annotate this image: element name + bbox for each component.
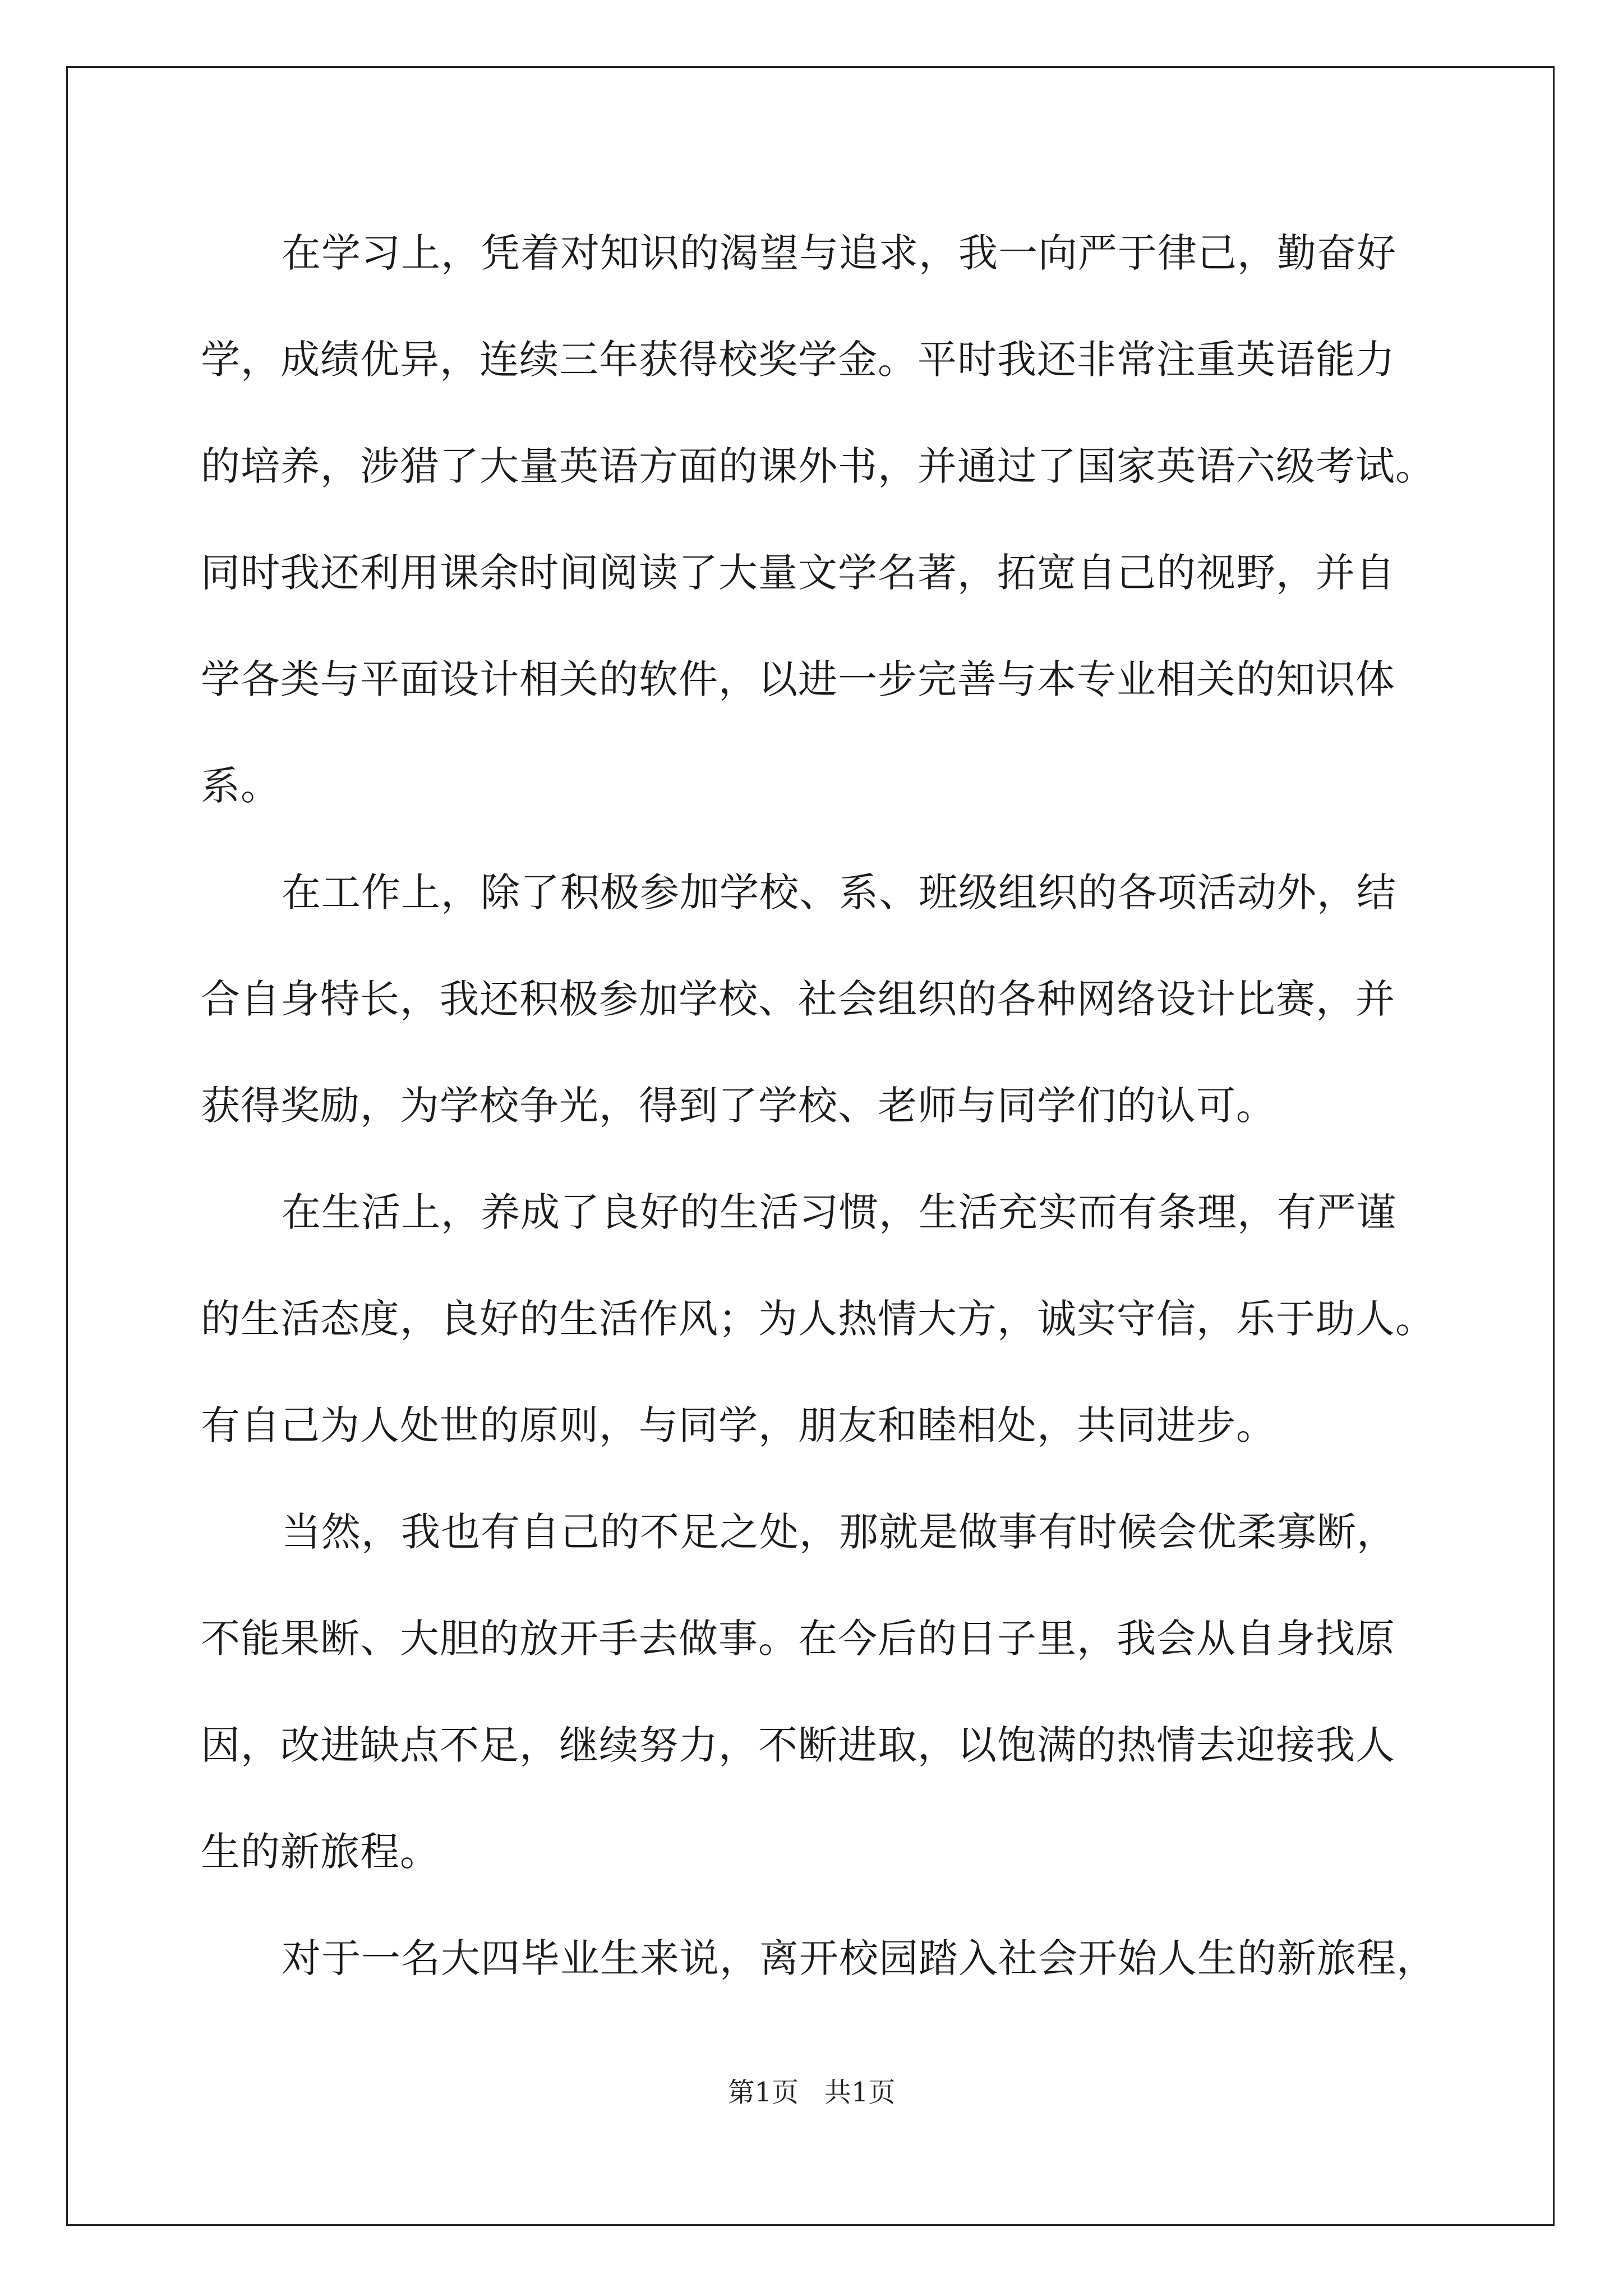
text-line: 有自己为人处世的原则，与同学，朋友和睦相处，共同进步。 — [201, 1402, 1276, 1448]
paragraph-study — [201, 200, 1440, 839]
paragraph-shortcomings — [201, 1479, 1440, 1905]
text-line: 因，改进缺点不足，继续努力，不断进取，以饱满的热情去迎接我人 — [201, 1722, 1395, 1768]
text-line: 不能果断、大胆的放开手去做事。在今后的日子里，我会从自身找原 — [201, 1616, 1395, 1662]
text-line: 当然，我也有自己的不足之处，那就是做事有时候会优柔寡断， — [282, 1509, 1396, 1555]
text-line: 学，成绩优异，连续三年获得校奖学金。平时我还非常注重英语能力 — [201, 337, 1395, 383]
text-line: 同时我还利用课余时间阅读了大量文学名著，拓宽自己的视野，并自 — [201, 550, 1395, 596]
text-line: 学各类与平面设计相关的软件，以进一步完善与本专业相关的知识体 — [201, 656, 1395, 702]
document-body — [201, 200, 1440, 2012]
text-line: 获得奖励，为学校争光，得到了学校、老师与同学们的认可。 — [201, 1083, 1276, 1129]
text-line: 系。 — [201, 763, 280, 809]
text-line: 在生活上，养成了良好的生活习惯，生活充实而有条理，有严谨 — [282, 1189, 1396, 1235]
text-line: 生的新旅程。 — [201, 1829, 440, 1875]
paragraph-life — [201, 1159, 1440, 1479]
page-number-footer: 第1页 共1页 — [727, 2077, 896, 2108]
text-line: 的生活态度，良好的生活作风；为人热情大方，诚实守信，乐于助人。 — [201, 1296, 1435, 1342]
text-line: 在工作上，除了积极参加学校、系、班级组织的各项活动外，结 — [282, 869, 1396, 915]
text-line: 在学习上，凭着对知识的渴望与追求，我一向严于律己，勤奋好 — [282, 230, 1396, 276]
text-line: 对于一名大四毕业生来说，离开校园踏入社会开始人生的新旅程， — [282, 1935, 1436, 1981]
paragraph-work — [201, 839, 1440, 1159]
text-line: 的培养，涉猎了大量英语方面的课外书，并通过了国家英语六级考试。 — [201, 443, 1435, 489]
text-line: 合自身特长，我还积极参加学校、社会组织的各种网络设计比赛，并 — [201, 976, 1395, 1022]
paragraph-graduate — [201, 1905, 1440, 2012]
